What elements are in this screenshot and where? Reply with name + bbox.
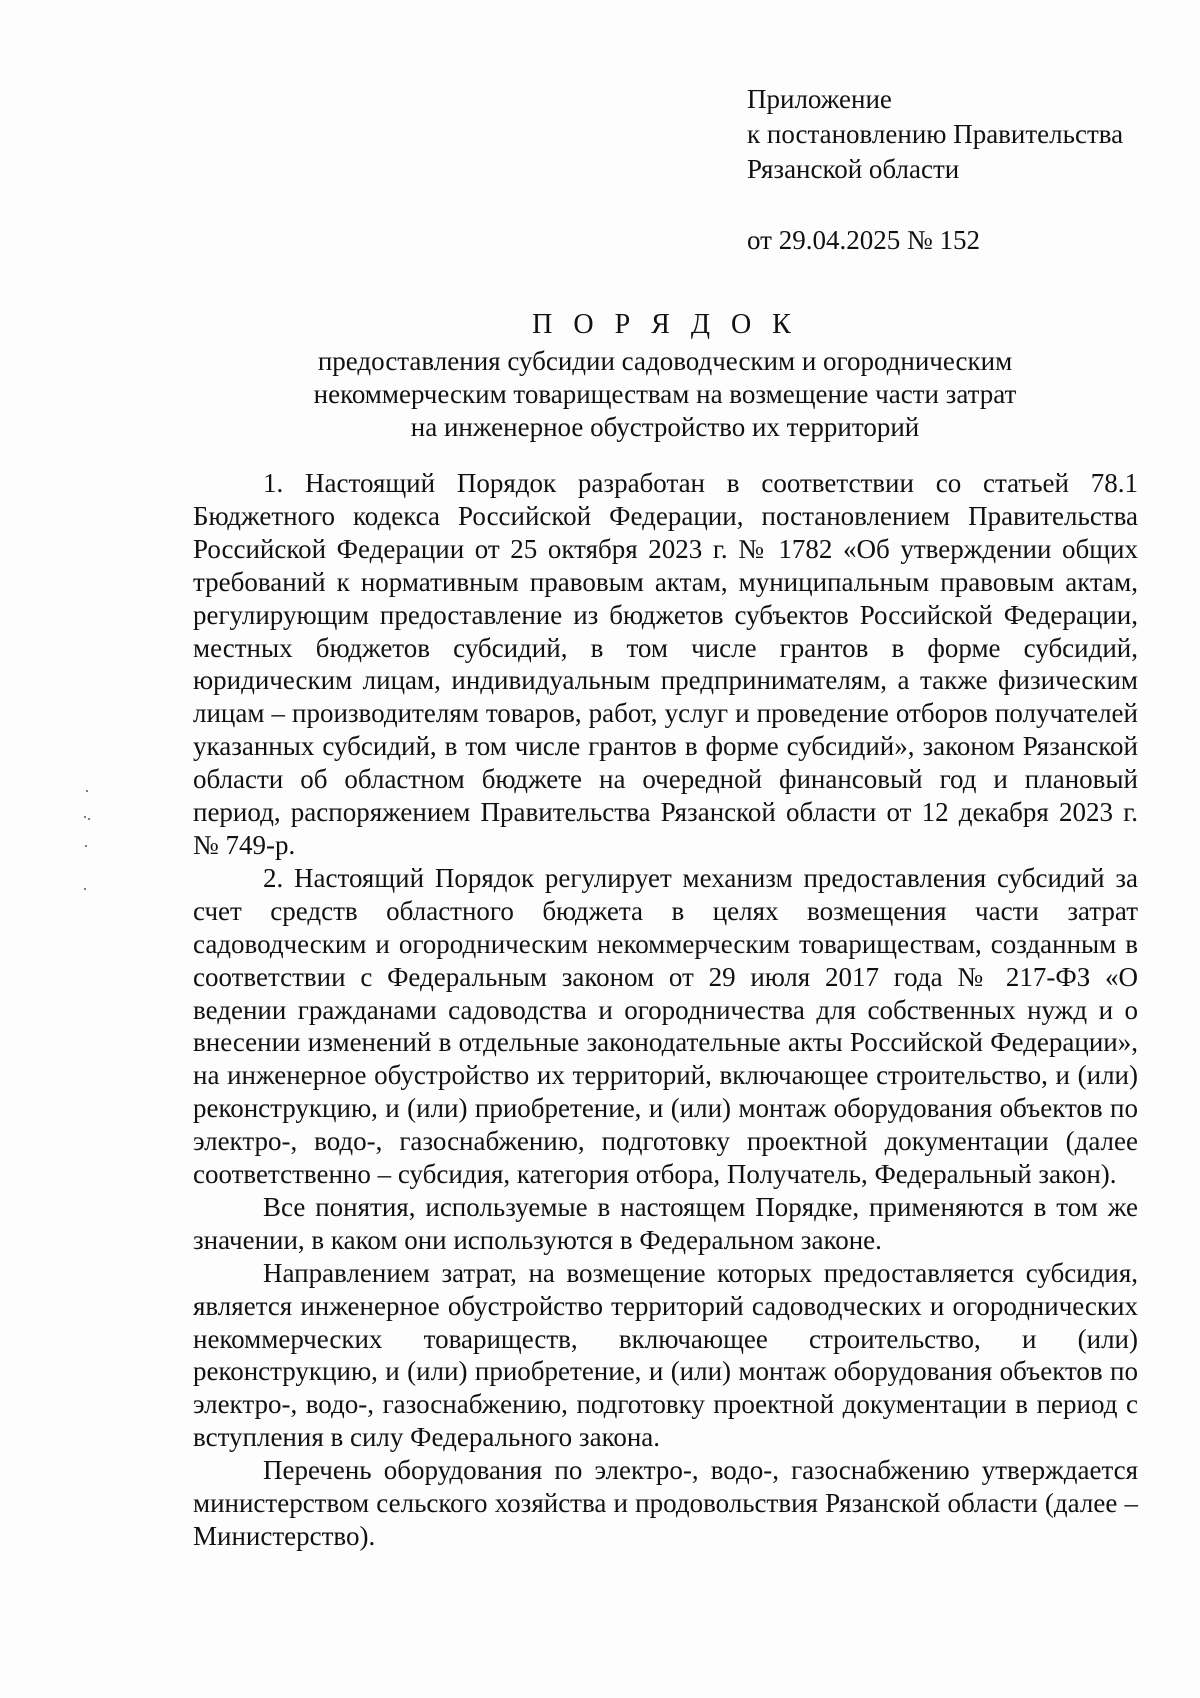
- document-subtitle-line-2: некоммерческим товариществам на возмещение части затрат: [313, 379, 1017, 409]
- paragraph-3: Все понятия, используемые в настоящем Порядке, применяются в том же значении, в каком они используются в Федеральном законе.: [193, 1191, 1138, 1255]
- paragraph-2: 2. Настоящий Порядок регулирует механизм предоставления субсидий за счет средств областного бюджета в целях возмещения части затрат садоводческим и огородническим некоммерческим товариществам, созданным в соответствии с Федеральным законом от 29 июля 2017 года № 217-ФЗ «О ведении гражданами садоводства и огородничества для собственных нужд и о внесении изменений в отдельные законодательные акты Российской Федерации», на инженерное обустройство их территорий, включающее строительство, и (или) реконструкцию, и (или) приобретение, и (или) монтаж оборудования объектов по электро-, водо-, газоснабжению, подготовку проектной документации (далее соответственно – субсидия, категория отбора, Получатель, Федеральный закон).: [193, 862, 1138, 1190]
- document-title: П О Р Я Д О К: [532, 309, 798, 340]
- scan-speck: [85, 845, 87, 847]
- paragraph-1: 1. Настоящий Порядок разработан в соответствии со статьей 78.1 Бюджетного кодекса Российской Федерации, постановлением Правительства Российской Федерации от 25 октября 2023 г. № 1782 «Об утверждении общих требований к нормативным правовым актам, муниципальным правовым актам, регулирующим предоставление из бюджетов субъектов Российской Федерации, местных бюджетов субсидий, в том числе грантов в форме субсидий, юридическим лицам, индивидуальным предпринимателям, а также физическим лицам – производителям товаров, работ, услуг и проведение отборов получателей указанных субсидий, в том числе грантов в форме субсидий», законом Рязанской области об областном бюджете на очередной финансовый год и плановый период, распоряжением Правительства Рязанской области от 12 декабря 2023 г. № 749-р.: [193, 468, 1138, 860]
- scan-speck: [88, 818, 90, 820]
- document-title-block: [190, 308, 1140, 444]
- document-subtitle-line-3: на инженерное обустройство их территорий: [410, 412, 920, 442]
- paragraph-5: Перечень оборудования по электро-, водо-, газоснабжению утверждается министерством сельского хозяйства и продовольствия Рязанской области (далее – Министерство).: [193, 1455, 1138, 1551]
- scan-speck: [86, 790, 88, 792]
- document-body: [193, 467, 1138, 1553]
- scan-speck: [84, 816, 86, 818]
- appendix-line-1: Приложение: [747, 84, 892, 114]
- paragraph-4: Направлением затрат, на возмещение которых предоставляется субсидия, является инженерное обустройство территорий садоводческих и огороднических некоммерческих товариществ, включающее строительство, и (или) реконструкцию, и (или) приобретение, и (или) монтаж оборудования объектов по электро-, водо-, газоснабжению, подготовку проектной документации в период с вступления в силу Федерального закона.: [193, 1257, 1138, 1453]
- appendix-date-line: от 29.04.2025 № 152: [747, 225, 980, 255]
- appendix-block: [747, 82, 1123, 258]
- appendix-line-3: Рязанской области: [747, 154, 960, 184]
- appendix-line-2: к постановлению Правительства: [747, 119, 1124, 149]
- scan-speck: [84, 888, 86, 890]
- document-subtitle-line-1: предоставления субсидии садоводческим и огородническим: [317, 346, 1013, 376]
